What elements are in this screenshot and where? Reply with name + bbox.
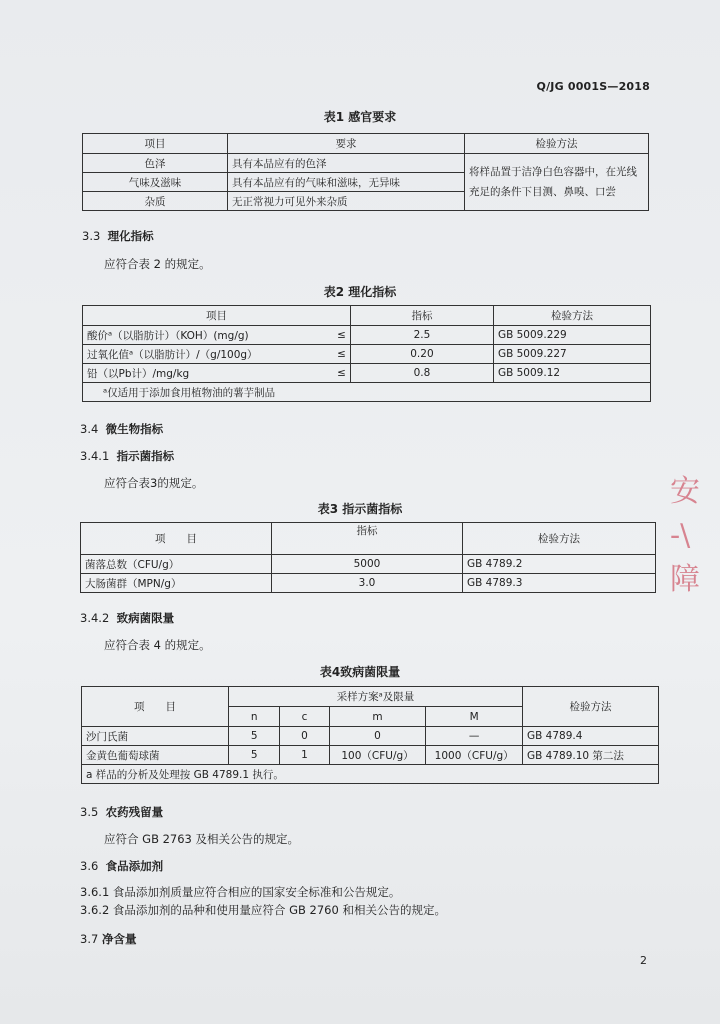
table2-header-method: 检验方法: [493, 306, 650, 326]
table-cell: 铅（以Pb计）/mg/kg: [83, 364, 302, 383]
section-number: 3.4.2: [80, 611, 110, 625]
stamp-glyph: 安: [670, 474, 700, 509]
section-3-7-heading: [80, 931, 136, 947]
table4-header-item: 项 目: [82, 687, 229, 727]
table-cell: 大肠菌群（MPN/g）: [81, 574, 272, 593]
table1-header-item: 项目: [83, 134, 228, 154]
table-cell: 色泽: [83, 154, 228, 173]
table-cell: 3.0: [272, 574, 463, 593]
section-title: 食品添加剂: [105, 859, 164, 873]
table-cell: 100（CFU/g）: [329, 746, 426, 765]
table4-subheader-M: M: [426, 707, 523, 727]
table1-header-requirement: 要求: [228, 134, 465, 154]
table-cell: 无正常视力可见外来杂质: [228, 192, 465, 211]
section-3-4-1-text: 应符合表3的规定。: [104, 476, 204, 490]
table-cell: GB 4789.2: [463, 555, 656, 574]
table2: [82, 305, 651, 402]
section-3-5-heading: [80, 804, 163, 820]
table-cell: 5: [229, 727, 280, 746]
table-cell: 0.8: [350, 364, 493, 383]
table3-header-item: 项 目: [81, 523, 272, 555]
section-title: 指示菌指标: [116, 449, 175, 463]
table-cell: 2.5: [350, 326, 493, 345]
table-cell: 菌落总数（CFU/g）: [81, 555, 272, 574]
table4-subheader-c: c: [280, 707, 329, 727]
section-number: 3.6: [80, 859, 99, 873]
section-3-4-2-text: 应符合表 4 的规定。: [104, 638, 211, 652]
table1: [82, 133, 649, 211]
table2-caption: 表2 理化指标: [323, 285, 397, 299]
table-cell: 1: [280, 746, 329, 765]
table-cell: 杂质: [83, 192, 228, 211]
section-3-5-text: 应符合 GB 2763 及相关公告的规定。: [104, 832, 300, 846]
section-title: 净含量: [101, 932, 137, 946]
table2-note: ᵃ仅适用于添加食用植物油的薯芋制品: [83, 383, 651, 402]
official-seal-stamp: [670, 470, 720, 620]
section-number: 3.7: [80, 932, 99, 946]
section-number: 3.3: [82, 229, 101, 243]
table4-subheader-m: m: [329, 707, 426, 727]
table2-header-value: 指标: [350, 306, 493, 326]
table4-header-method: 检验方法: [523, 687, 659, 727]
table-cell: GB 5009.227: [493, 345, 650, 364]
table-cell: 5000: [272, 555, 463, 574]
table-cell: ≤: [301, 326, 350, 345]
table-cell: —: [426, 727, 523, 746]
table2-header-item: 项目: [83, 306, 351, 326]
section-title: 致病菌限量: [116, 611, 175, 625]
table3-caption: 表3 指示菌指标: [317, 502, 403, 516]
table-cell: GB 4789.4: [523, 727, 659, 746]
table1-caption: 表1 感官要求: [323, 110, 397, 124]
table-cell: 0: [329, 727, 426, 746]
section-3-4-2-heading: [80, 610, 174, 626]
table-cell: 过氧化值ᵃ（以脂肪计）/（g/100g）: [83, 345, 302, 364]
table1-header-method: 检验方法: [465, 134, 649, 154]
table-cell: GB 4789.3: [463, 574, 656, 593]
table-cell: 具有本品应有的色泽: [228, 154, 465, 173]
section-3-4-1-heading: [80, 448, 174, 464]
table4-caption: 表4致病菌限量: [319, 665, 401, 679]
table-cell: 0: [280, 727, 329, 746]
section-3-6-1-text: 3.6.1 食品添加剂质量应符合相应的国家安全标准和公告规定。: [80, 885, 401, 899]
table-cell: 具有本品应有的气味和滋味，无异味: [228, 173, 465, 192]
table4-note: a 样品的分析及处理按 GB 4789.1 执行。: [82, 765, 659, 784]
section-title: 微生物指标: [105, 422, 164, 436]
table3-header-method: 检验方法: [463, 523, 656, 555]
table-cell: 金黄色葡萄球菌: [82, 746, 229, 765]
table-cell: GB 4789.10 第二法: [523, 746, 659, 765]
table-cell: GB 5009.229: [493, 326, 650, 345]
table-cell: 酸价ᵃ（以脂肪计）（KOH）(mg/g): [83, 326, 302, 345]
section-number: 3.4: [80, 422, 99, 436]
table-cell: 沙门氏菌: [82, 727, 229, 746]
table4-header-plan: 采样方案ᵃ及限量: [229, 687, 523, 707]
section-3-6-2-text: 3.6.2 食品添加剂的品种和使用量应符合 GB 2760 和相关公告的规定。: [80, 903, 446, 917]
section-3-3-text: 应符合表 2 的规定。: [104, 257, 211, 271]
table-cell: 气味及滋味: [83, 173, 228, 192]
section-title: 农药残留量: [105, 805, 164, 819]
table-cell: ≤: [301, 345, 350, 364]
section-title: 理化指标: [107, 229, 154, 243]
stamp-glyph: 障: [670, 562, 700, 597]
table1-method-cell: 将样品置于洁净白色容器中，在光线充足的条件下目测、鼻嗅、口尝: [465, 154, 649, 211]
table4-subheader-n: n: [229, 707, 280, 727]
table3-header-value: 指标: [272, 523, 463, 555]
table3: [80, 522, 656, 593]
table-cell: 1000（CFU/g）: [426, 746, 523, 765]
standard-number: Q/JG 0001S—2018: [536, 80, 650, 93]
table4: [81, 686, 659, 784]
table-cell: 5: [229, 746, 280, 765]
table-cell: 0.20: [350, 345, 493, 364]
table-cell: ≤: [301, 364, 350, 383]
table-cell: GB 5009.12: [493, 364, 650, 383]
section-3-3-heading: [82, 228, 154, 244]
section-number: 3.5: [80, 805, 99, 819]
section-number: 3.4.1: [80, 449, 110, 463]
page-number: 2: [640, 954, 647, 967]
section-3-4-heading: [80, 421, 163, 437]
section-3-6-heading: [80, 858, 163, 874]
stamp-glyph: -\: [670, 518, 691, 553]
